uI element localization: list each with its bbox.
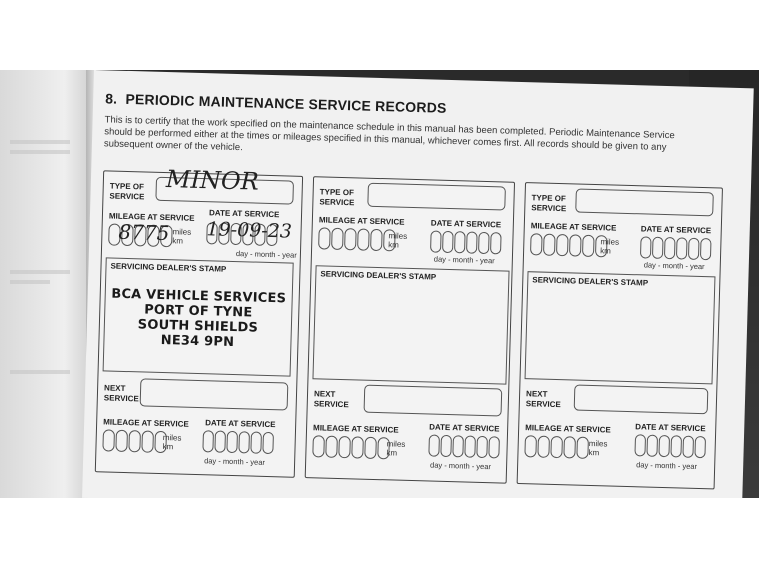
dealer-stamp-area — [312, 265, 509, 384]
unit-label: miles km — [162, 433, 182, 452]
mileage-label: MILEAGE AT SERVICE — [108, 211, 195, 223]
date-cells — [634, 434, 706, 458]
date-format-hint: day - month - year — [433, 254, 495, 266]
dealer-stamp-label: SERVICING DEALER'S STAMP — [320, 269, 437, 282]
type-of-service-label: TYPE OF SERVICE — [319, 187, 355, 208]
date-cells — [640, 236, 712, 260]
intro-text: This is to certify that the work specified on the maintenance schedule in this manual has been completed. Periodic Maintenance Service should be performed either at the times or mileages specified in this manual, whichever comes first. All records should be given to any subsequent owner of the vehicle. — [103, 114, 675, 154]
mileage-cells — [312, 435, 390, 459]
mileage-label: MILEAGE AT SERVICE — [103, 417, 189, 429]
date-label: DATE AT SERVICE — [640, 224, 712, 236]
next-service-label: NEXT SERVICE — [103, 383, 139, 404]
left-page — [0, 70, 92, 498]
unit-label: miles km — [600, 237, 620, 256]
mileage-value: 8775 — [118, 219, 170, 246]
type-of-service-value: MINOR — [165, 165, 260, 196]
unit-label: miles km — [388, 231, 408, 250]
next-service-field — [140, 378, 289, 410]
photo — [0, 70, 759, 498]
date-label: DATE AT SERVICE — [208, 208, 280, 220]
service-record-3 — [517, 182, 723, 489]
date-label: DATE AT SERVICE — [635, 422, 706, 434]
service-records-page — [82, 70, 754, 498]
service-record-1 — [95, 165, 303, 477]
next-service-field — [364, 385, 503, 417]
mileage-label: MILEAGE AT SERVICE — [318, 215, 405, 227]
unit-label: miles km — [386, 439, 406, 458]
mileage-cells — [102, 429, 167, 453]
ghost-text — [10, 370, 70, 374]
next-service-label: NEXT SERVICE — [525, 389, 561, 410]
date-format-hint: day - month - year — [429, 460, 492, 472]
mileage-cells — [530, 233, 608, 257]
mileage-cells — [318, 227, 396, 251]
unit-label: miles km — [588, 438, 608, 458]
service-record-2 — [305, 176, 515, 484]
date-label: DATE AT SERVICE — [430, 218, 502, 230]
ghost-text — [10, 270, 70, 274]
unit-label: miles km — [172, 227, 192, 246]
date-cells — [202, 430, 274, 454]
type-of-service-field — [367, 183, 506, 211]
date-value: 19-09-23 — [206, 218, 293, 243]
dealer-stamp-label: SERVICING DEALER'S STAMP — [532, 275, 649, 288]
dealer-stamp-area — [103, 257, 294, 376]
mileage-label: MILEAGE AT SERVICE — [312, 423, 399, 435]
date-label: DATE AT SERVICE — [205, 418, 276, 430]
date-format-hint: day - month - year — [643, 260, 705, 272]
dealer-stamp: BCA VEHICLE SERVICES PORT OF TYNE SOUTH SHIELDS NE34 9PN — [111, 286, 287, 351]
date-format-hint: day - month - year — [235, 249, 297, 260]
next-service-field — [574, 385, 709, 415]
mileage-label: MILEAGE AT SERVICE — [530, 221, 617, 233]
date-format-hint: day - month - year — [204, 456, 266, 467]
ghost-text — [10, 280, 50, 284]
type-of-service-field — [575, 189, 714, 217]
type-of-service-label: TYPE OF SERVICE — [109, 181, 145, 202]
ghost-text — [10, 140, 70, 144]
dealer-stamp-label: SERVICING DEALER'S STAMP — [110, 261, 227, 274]
ghost-text — [10, 150, 70, 154]
date-label: DATE AT SERVICE — [429, 422, 500, 434]
dealer-stamp-area — [525, 271, 716, 384]
mileage-label: MILEAGE AT SERVICE — [525, 423, 611, 435]
page-title: 8. PERIODIC MAINTENANCE SERVICE RECORDS — [104, 90, 447, 116]
type-of-service-label: TYPE OF SERVICE — [531, 193, 567, 214]
mileage-cells — [524, 435, 589, 459]
date-cells — [428, 434, 500, 458]
date-cells — [430, 230, 502, 254]
date-format-hint: day - month - year — [636, 460, 698, 471]
next-service-label: NEXT SERVICE — [313, 389, 349, 410]
